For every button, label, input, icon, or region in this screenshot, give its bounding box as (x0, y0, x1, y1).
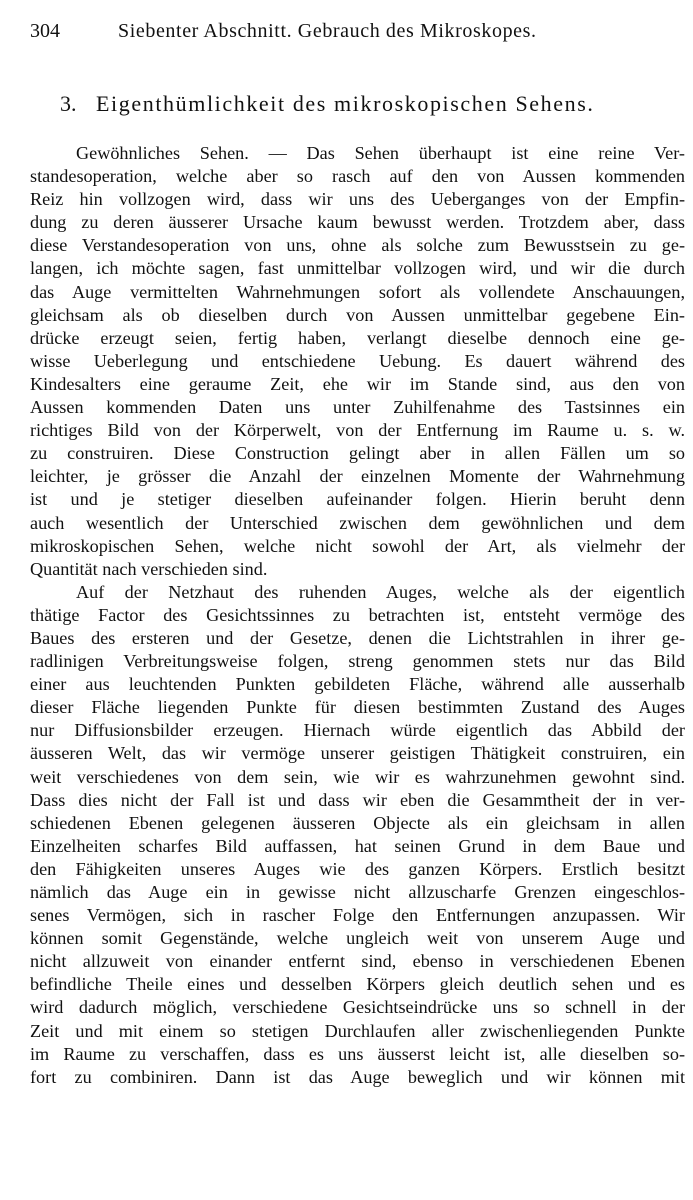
text-line: Einzelheiten scharfes Bild auffassen, hat seinen Grund in dem Baue und (30, 835, 685, 856)
text-line: mikroskopischen Sehen, welche nicht sowohl der Art, als vielmehr der (30, 535, 685, 556)
text-line: Kindesalters eine geraume Zeit, ehe wir im Stande sind, aus den von (30, 373, 685, 394)
text-line: das Auge vermittelten Wahrnehmungen sofort als vollendete Anschauungen, (30, 281, 685, 302)
text-line: nicht allzuweit von einander entfernt sind, ebenso in verschiedenen Ebenen (30, 951, 685, 972)
text-line: drücke erzeugt seien, fertig haben, verlangt dieselbe dennoch eine ge- (30, 327, 685, 348)
text-line: Aussen kommenden Daten uns unter Zuhilfenahme des Tastsinnes ein (30, 397, 685, 418)
body-text (30, 142, 685, 1089)
text-line: langen, ich möchte sagen, fast unmittelbar vollzogen wird, und wir die durch (30, 258, 685, 279)
running-head (30, 18, 670, 44)
text-line: leichter, je grösser die Anzahl der einzelnen Momente der Wahrnehmung (30, 466, 685, 487)
text-line: gleichsam als ob dieselben durch von Aussen unmittelbar gegebene Ein- (30, 304, 685, 325)
text-line: Gewöhnliches Sehen. — Das Sehen überhaupt ist eine reine Ver- (76, 143, 685, 163)
text-line: Reiz hin vollzogen wird, dass wir uns des Ueberganges von der Empfin- (30, 189, 685, 210)
text-line: dung zu deren äusserer Ursache kaum bewusst werden. Trotzdem aber, dass (30, 212, 685, 233)
text-line: weit verschiedenes von dem sein, wie wir es wahrzunehmen gewohnt sind. (30, 766, 685, 787)
text-line: fort zu combiniren. Dann ist das Auge beweglich und wir können mit (30, 1066, 685, 1087)
text-line: einer aus leuchtenden Punkten gebildeten Fläche, während alle ausserhalb (30, 674, 685, 695)
text-line: dieser Fläche liegenden Punkte für diesen bestimmten Zustand des Auges (30, 697, 685, 718)
text-line: nämlich das Auge ein in gewisse nicht allzuscharfe Grenzen eingeschlos- (30, 882, 685, 902)
text-line: den Fähigkeiten unseres Auges wie des ganzen Körpers. Erstlich besitzt (30, 858, 685, 879)
section-heading (60, 90, 680, 118)
text-line: richtiges Bild von der Körperwelt, von der Entfernung im Raume u. s. w. (30, 420, 685, 441)
section-title: Eigenthümlichkeit des mikroskopischen Sehens. (96, 91, 595, 116)
text-line: thätige Factor des Gesichtssinnes zu betrachten ist, entsteht vermöge des (30, 604, 685, 625)
text-line: äusseren Welt, das wir vermöge unserer geistigen Thätigkeit construiren, ein (30, 743, 685, 764)
text-line: Quantität nach verschieden sind. (30, 558, 268, 579)
text-line: diese Verstandesoperation von uns, ohne als solche zum Bewusstsein zu ge- (30, 235, 685, 256)
text-line: zu construiren. Diese Construction gelingt aber in allen Fällen um so (30, 443, 685, 464)
text-line: ist und je stetiger dieselben aufeinander folgen. Hierin beruht denn (30, 489, 685, 510)
text-line: schiedenen Ebenen gelegenen äusseren Objecte als ein gleichsam in allen (30, 812, 685, 833)
running-title: Siebenter Abschnitt. Gebrauch des Mikroskopes. (118, 20, 537, 42)
text-line: im Raume zu verschaffen, dass es uns äusserst leicht ist, alle dieselben so- (30, 1043, 685, 1064)
text-line: Auf der Netzhaut des ruhenden Auges, welche als der eigentlich (76, 581, 685, 602)
text-line: senes Vermögen, sich in rascher Folge den Entfernungen anzupassen. Wir (30, 905, 685, 926)
text-line: Dass dies nicht der Fall ist und dass wir eben die Gesammtheit der in ver- (30, 789, 685, 810)
text-line: können somit Gegenstände, welche ungleich weit von unserem Auge und (30, 928, 685, 949)
text-line: wird dadurch möglich, verschiedene Gesichtseindrücke uns so schnell in der (30, 997, 685, 1018)
text-line: radlinigen Verbreitungsweise folgen, streng genommen stets nur das Bild (30, 651, 685, 672)
text-line: standesoperation, welche aber so rasch auf den von Aussen kommenden (30, 166, 685, 187)
text-line: befindliche Theile eines und desselben Körpers gleich deutlich sehen und es (30, 974, 685, 995)
text-line: nur Diffusionsbilder erzeugen. Hiernach würde eigentlich das Abbild der (30, 720, 685, 741)
text-line: Baues des ersteren und der Gesetze, denen die Lichtstrahlen in ihrer ge- (30, 627, 685, 648)
text-line: wisse Ueberlegung und entschiedene Uebung. Es dauert während des (30, 350, 685, 371)
text-line: auch wesentlich der Unterschied zwischen dem gewöhnlichen und dem (30, 512, 685, 533)
page-number: 304 (30, 20, 60, 42)
section-number: 3. (60, 91, 77, 116)
text-line: Zeit und mit einem so stetigen Durchlaufen aller zwischenliegenden Punkte (30, 1020, 685, 1041)
